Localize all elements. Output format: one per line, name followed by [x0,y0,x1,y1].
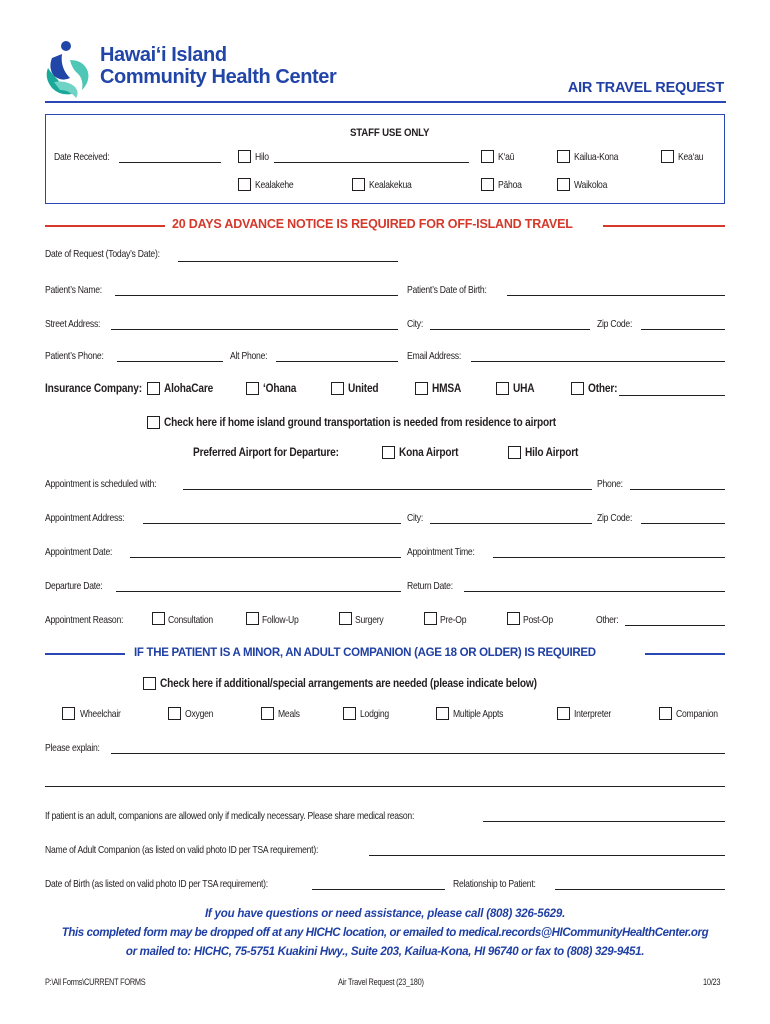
patient-dob-label: Patient’s Date of Birth: [407,284,487,296]
checkbox-interpreter[interactable] [557,707,570,720]
companion-name-field[interactable] [369,855,725,856]
footer-path: P:\All Forms\CURRENT FORMS [45,977,146,987]
appt-zip-label: Zip Code: [597,512,633,524]
label-pre-op: Pre-Op [440,614,467,626]
appt-time-field[interactable] [493,557,725,558]
minor-rule-right [645,653,725,655]
appt-reason-label: Appointment Reason: [45,614,124,626]
relationship-field[interactable] [555,889,725,890]
patient-name-field[interactable] [115,295,398,296]
appt-phone-label: Phone: [597,478,623,490]
staff-use-heading: STAFF USE ONLY [350,127,430,139]
please-explain-field[interactable] [111,753,725,754]
label-meals: Meals [278,708,300,720]
label-interpreter: Interpreter [574,708,612,720]
appt-date-label: Appointment Date: [45,546,113,558]
patient-phone-field[interactable] [117,361,223,362]
label-ohana: ‘Ohana [263,383,297,395]
please-explain-label: Please explain: [45,742,100,754]
city-label: City: [407,318,424,330]
checkbox-kau[interactable] [481,150,494,163]
label-ground-transport: Check here if home island ground transportation is needed from residence to airport [164,417,556,429]
checkbox-uha[interactable] [496,382,509,395]
notice-rule-left [45,225,165,227]
scheduled-with-label: Appointment is scheduled with: [45,478,157,490]
checkbox-follow-up[interactable] [246,612,259,625]
zip-label: Zip Code: [597,318,633,330]
contact-line-1: If you have questions or need assistance, please call (808) 326-5629. [204,908,566,920]
street-address-label: Street Address: [45,318,101,330]
other-insurance-field[interactable] [619,395,725,396]
hilo-field[interactable] [274,162,469,163]
alt-phone-field[interactable] [276,361,398,362]
patient-name-label: Patient’s Name: [45,284,102,296]
checkbox-companion[interactable] [659,707,672,720]
checkbox-surgery[interactable] [339,612,352,625]
preferred-airport-label: Preferred Airport for Departure: [193,447,339,459]
label-other-insurance: Other: [588,383,618,395]
checkbox-waikoloa[interactable] [557,178,570,191]
footer-date: 10/23 [703,977,721,987]
checkbox-meals[interactable] [261,707,274,720]
scheduled-with-field[interactable] [183,489,592,490]
contact-line-3: or mailed to: HICHC, 75-5751 Kuakini Hwy., Suite 203, Kailua-Kona, HI 96740 or fax to (808) 329-9451. [125,946,645,958]
label-wheelchair: Wheelchair [80,708,121,720]
checkbox-lodging[interactable] [343,707,356,720]
checkbox-kona-airport[interactable] [382,446,395,459]
other-reason-label: Other: [596,614,619,626]
relationship-label: Relationship to Patient: [453,878,536,890]
please-explain-field-2[interactable] [45,786,725,787]
checkbox-other-insurance[interactable] [571,382,584,395]
label-kau: K‘aū [498,151,515,163]
email-field[interactable] [471,361,725,362]
label-united: United [348,383,379,395]
label-hilo: Hilo [255,151,269,163]
departure-date-field[interactable] [116,591,401,592]
label-waikoloa: Waikoloa [574,179,608,191]
checkbox-pre-op[interactable] [424,612,437,625]
label-post-op: Post-Op [523,614,553,626]
appt-date-field[interactable] [130,557,401,558]
org-name-line2: Community Health Center [100,66,337,88]
advance-notice: 20 DAYS ADVANCE NOTICE IS REQUIRED FOR OFF-ISLAND TRAVEL [172,217,573,231]
header-rule [45,101,726,103]
logo-mark-icon [40,38,100,100]
label-uha: UHA [513,383,535,395]
checkbox-special-arrangements[interactable] [143,677,156,690]
notice-rule-right [603,225,725,227]
label-keaau: Kea‘au [678,151,704,163]
email-label: Email Address: [407,350,461,362]
zip-field[interactable] [641,329,725,330]
minor-rule-left [45,653,125,655]
label-pahoa: Pāhoa [498,179,522,191]
checkbox-post-op[interactable] [507,612,520,625]
label-alohacare: AlohaCare [164,383,214,395]
checkbox-united[interactable] [331,382,344,395]
org-name-line1: Hawai‘i Island [100,44,227,66]
date-of-request-label: Date of Request (Today’s Date): [45,248,160,260]
checkbox-hmsa[interactable] [415,382,428,395]
patient-dob-field[interactable] [507,295,725,296]
checkbox-wheelchair[interactable] [62,707,75,720]
appt-time-label: Appointment Time: [407,546,475,558]
appt-zip-field[interactable] [641,523,725,524]
logo [40,38,100,100]
footer-form-id: Air Travel Request (23_180) [338,977,424,987]
appt-address-label: Appointment Address: [45,512,125,524]
checkbox-oxygen[interactable] [168,707,181,720]
checkbox-consultation[interactable] [152,612,165,625]
label-kealakekua: Kealakekua [369,179,412,191]
date-received-field[interactable] [119,162,221,163]
patient-phone-label: Patient’s Phone: [45,350,104,362]
label-multiple-appts: Multiple Appts [453,708,504,720]
label-hmsa: HMSA [432,383,462,395]
label-consultation: Consultation [168,614,213,626]
checkbox-alohacare[interactable] [147,382,160,395]
checkbox-kailua-kona[interactable] [557,150,570,163]
label-follow-up: Follow-Up [262,614,299,626]
insurance-label: Insurance Company: [45,383,142,395]
form-title: AIR TRAVEL REQUEST [567,80,724,96]
companion-dob-label: Date of Birth (as listed on valid photo ID per TSA requirement): [45,878,268,890]
label-surgery: Surgery [355,614,384,626]
appt-address-field[interactable] [143,523,401,524]
medical-reason-field[interactable] [483,821,725,822]
checkbox-multiple-appts[interactable] [436,707,449,720]
label-kealakehe: Kealakehe [255,179,294,191]
label-hilo-airport: Hilo Airport [525,447,579,459]
date-received-label: Date Received: [54,151,110,163]
return-date-field[interactable] [464,591,725,592]
appt-city-label: City: [407,512,424,524]
street-address-field[interactable] [111,329,398,330]
departure-date-label: Departure Date: [45,580,103,592]
contact-line-2: This completed form may be dropped off at any HICHC location, or emailed to medical.records@HICommunityHealthCenter.org [61,927,709,939]
appt-city-field[interactable] [430,523,592,524]
date-of-request-field[interactable] [178,261,398,262]
checkbox-ground-transport[interactable] [147,416,160,429]
minor-notice: IF THE PATIENT IS A MINOR, AN ADULT COMPANION (AGE 18 OR OLDER) IS REQUIRED [134,647,596,659]
label-oxygen: Oxygen [185,708,214,720]
city-field[interactable] [430,329,590,330]
other-reason-field[interactable] [625,625,725,626]
checkbox-hilo[interactable] [238,150,251,163]
checkbox-kealakekua[interactable] [352,178,365,191]
checkbox-pahoa[interactable] [481,178,494,191]
label-kona-airport: Kona Airport [399,447,459,459]
label-kailua-kona: Kailua-Kona [574,151,619,163]
label-lodging: Lodging [360,708,389,720]
checkbox-kealakehe[interactable] [238,178,251,191]
companion-name-label: Name of Adult Companion (as listed on valid photo ID per TSA requirement): [45,844,319,856]
return-date-label: Return Date: [407,580,453,592]
appt-phone-field[interactable] [630,489,725,490]
checkbox-keaau[interactable] [661,150,674,163]
alt-phone-label: Alt Phone: [230,350,268,362]
checkbox-hilo-airport[interactable] [508,446,521,459]
label-companion: Companion [676,708,718,720]
label-special-arrangements: Check here if additional/special arrangements are needed (please indicate below) [160,678,537,690]
medical-reason-label: If patient is an adult, companions are allowed only if medically necessary. Please share medical reason: [45,810,415,822]
companion-dob-field[interactable] [312,889,445,890]
checkbox-ohana[interactable] [246,382,259,395]
